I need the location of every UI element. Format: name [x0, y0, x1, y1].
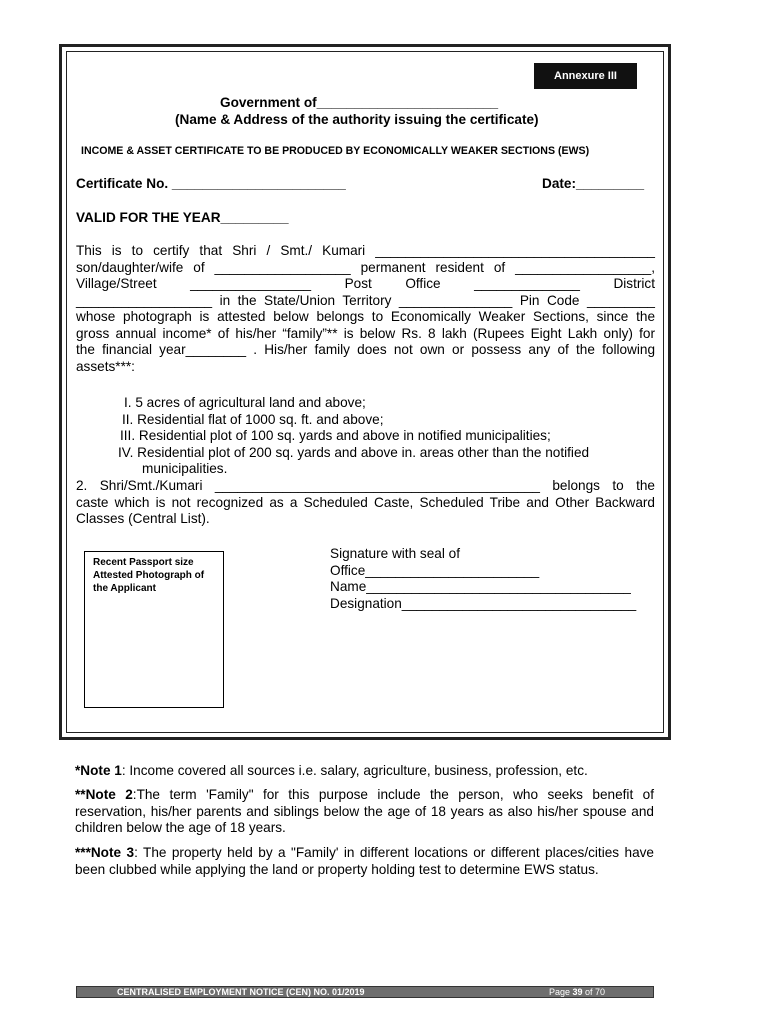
footer-page-suffix: of 70: [582, 987, 606, 997]
photo-placeholder-box: [84, 551, 224, 708]
body-line: whose photograph is attested below belongs to Economically Weaker Sections, since the: [76, 309, 655, 324]
signature-name: Name___________________________________: [330, 579, 631, 594]
body-line: Village/Street ________________ Post Office ______________ District: [76, 276, 655, 291]
para2-line: caste which is not recognized as a Scheduled Caste, Scheduled Tribe and Other Backward: [76, 494, 655, 510]
signature-label: Signature with seal of: [330, 546, 460, 561]
footer-page-prefix: Page: [549, 987, 573, 997]
body-line: __________________ in the State/Union Territory _______________ Pin Code _________: [76, 292, 655, 308]
asset-item: municipalities.: [142, 461, 228, 476]
footer-page-number: [549, 987, 605, 997]
photo-box-label: Recent Passport size Attested Photograph of the Applicant: [93, 557, 205, 594]
note-text: : Income covered all sources i.e. salary, agriculture, business, profession, etc.: [121, 763, 588, 778]
signature-block: [330, 546, 636, 612]
certificate-title: INCOME & ASSET CERTIFICATE TO BE PRODUCED BY ECONOMICALLY WEAKER SECTIONS (EWS): [81, 145, 590, 157]
asset-item: II. Residential flat of 1000 sq. ft. and above;: [122, 411, 384, 427]
page-footer: [76, 986, 654, 998]
government-line: Government of________________________: [220, 95, 499, 110]
signature-designation: Designation_______________________________: [330, 595, 637, 611]
asset-list: [118, 395, 589, 478]
certificate-number: Certificate No. _______________________: [76, 176, 346, 191]
note-text: :The term 'Family" for this purpose include the person, who seeks benefit of reservation, his/her parents and siblings below the age of 18 years as also his/her spouse and children below the age of 18 years.: [75, 787, 655, 835]
certificate-body: [76, 243, 655, 375]
asset-item: III. Residential plot of 100 sq. yards and above in notified municipalities;: [120, 428, 551, 443]
para2-line: Classes (Central List).: [76, 511, 210, 526]
paragraph-2: [76, 478, 655, 528]
authority-line: (Name & Address of the authority issuing the certificate): [175, 112, 539, 127]
asset-item: IV. Residential plot of 200 sq. yards and above in. areas other than the notified: [118, 444, 590, 460]
note-1: [75, 763, 654, 780]
footer-page-current: 39: [572, 987, 583, 997]
footer-notice: CENTRALISED EMPLOYMENT NOTICE (CEN) NO. 01/2019: [117, 987, 365, 997]
body-line: gross annual income* of his/her “family”** is below Rs. 8 lakh (Rupees Eight Lakh only) for: [76, 325, 655, 341]
note-mark: ***Note 3: [75, 845, 135, 860]
body-line: assets***:: [76, 358, 135, 374]
note-mark: *Note 1: [75, 763, 122, 778]
para2-line: 2. Shri/Smt./Kumari ___________________________________________ belongs to the: [76, 478, 655, 493]
note-3: [75, 845, 654, 878]
note-text: : The property held by a "Family' in different locations or different places/cities have been clubbed while applying the land or property holding test to determine EWS status.: [75, 845, 654, 877]
certificate-frame: [59, 44, 671, 740]
valid-for-year: VALID FOR THE YEAR_________: [76, 210, 289, 225]
annexure-badge: Annexure III: [534, 63, 637, 89]
note-mark: **Note 2: [75, 787, 133, 802]
body-line: son/daughter/wife of __________________ permanent resident of __________________,: [76, 259, 655, 275]
note-2: [75, 787, 654, 837]
asset-item: I. 5 acres of agricultural land and above;: [124, 395, 366, 410]
body-line: the financial year________ . His/her family does not own or possess any of the following: [76, 342, 655, 357]
body-line: This is to certify that Shri / Smt./ Kumari _____________________________________: [76, 243, 655, 258]
signature-office: Office_______________________: [330, 562, 540, 578]
certificate-date: Date:_________: [542, 176, 645, 191]
